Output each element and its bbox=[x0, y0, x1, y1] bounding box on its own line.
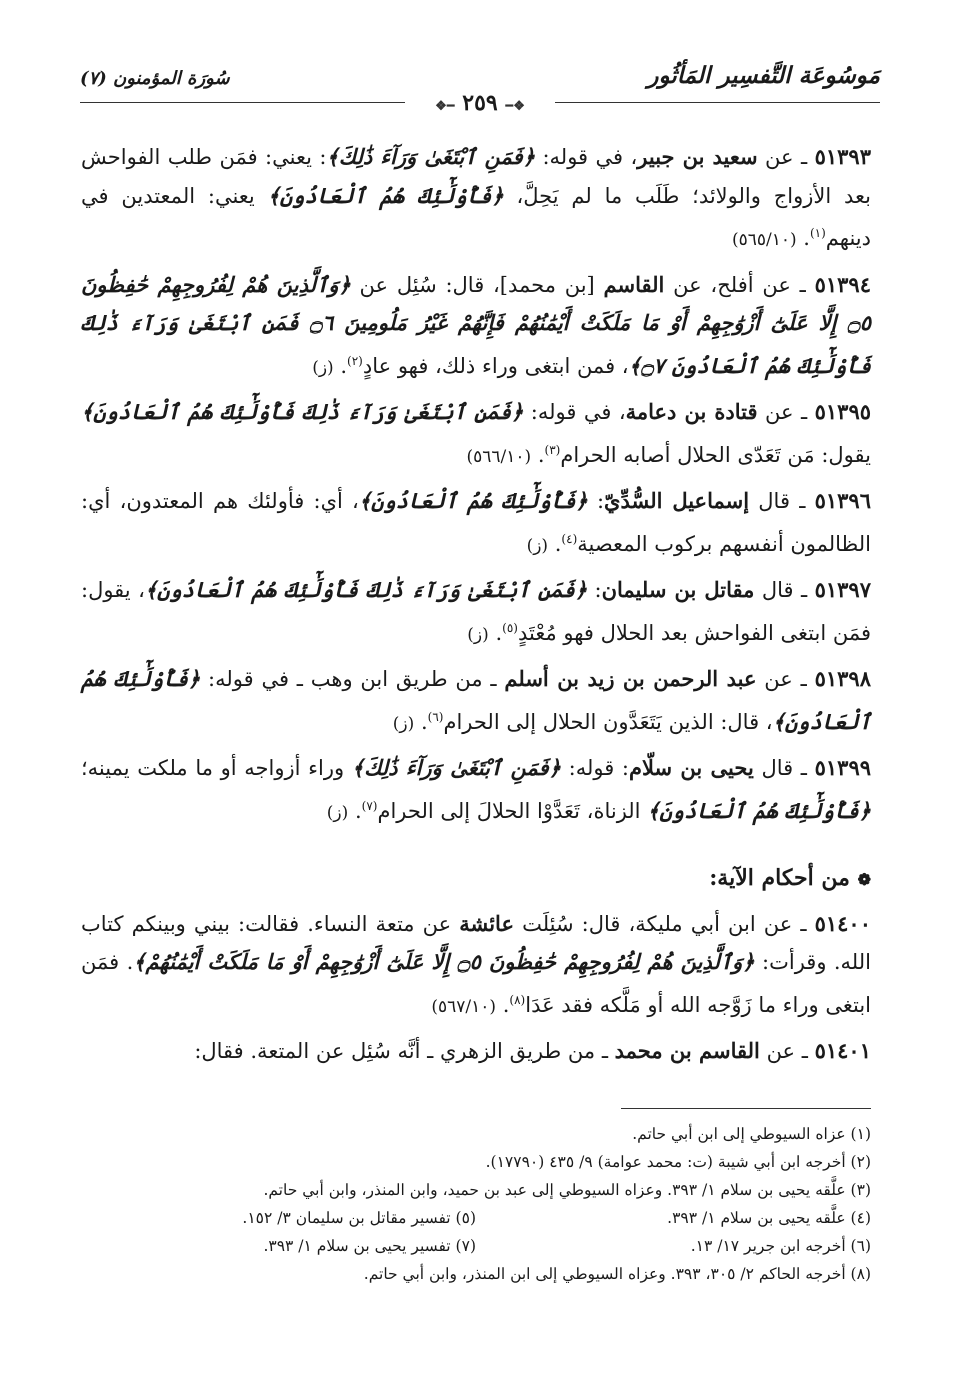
narration-entry bbox=[81, 660, 871, 743]
page-header bbox=[80, 62, 880, 116]
entry-text: : قوله: bbox=[560, 756, 629, 780]
entry-number: ٥١٣٩٦ bbox=[814, 488, 871, 513]
entry-text: وراء أزواجه أو ما ملكت يمينه؛ bbox=[81, 756, 352, 780]
entry-text: ، فمن ابتغى وراء ذلك، فهو عادٍ bbox=[362, 353, 629, 378]
narrator-name: القاسم bbox=[603, 271, 665, 297]
entry-text: الزناة، تَعَدَّوْا الحلالَ إلى الحرام bbox=[377, 798, 648, 823]
quran-verse: ﴿فَمَنِ ٱبْتَغَىٰ وَرَآءَ ذَٰلِكَ﴾ bbox=[351, 755, 561, 780]
narrator-name: سعيد بن جبير bbox=[637, 144, 758, 169]
entry-text: . bbox=[548, 531, 562, 556]
page-number: ٢٥٩ bbox=[462, 90, 498, 116]
narration-entry bbox=[81, 1032, 871, 1071]
footnote-rule bbox=[621, 1108, 871, 1109]
surah-title: سُورَة المؤمنون (٧) bbox=[80, 68, 230, 89]
footnote-ref: (٣) bbox=[544, 442, 561, 457]
narration-entry bbox=[81, 482, 871, 565]
volume-ref: (ز) bbox=[467, 624, 489, 645]
entry-number: ٥١٣٩٩ bbox=[814, 755, 872, 780]
footnote: (٤) علَّقه يحيى بن سلام ١/ ٣٩٣. bbox=[667, 1209, 871, 1227]
footnote-ref: (٥) bbox=[502, 620, 518, 635]
entry-text: : يعني: فمَن طلب الفواحش بعد الأزواج والولائد؛ طَلَب ما لم يَحِلَّ، bbox=[81, 145, 871, 208]
entry-text: ـ قال bbox=[753, 756, 815, 780]
footnote-ref: (٢) bbox=[347, 353, 363, 368]
volume-ref: (ز) bbox=[392, 713, 415, 734]
footnote-ref: (٤) bbox=[561, 531, 578, 546]
flower-icon: ❁ bbox=[857, 870, 871, 889]
quran-verse: ﴿فَأُوْلَٰٓئِكَ هُمُ ٱلْعَادُونَ﴾ bbox=[267, 182, 504, 208]
volume-ref: (ز) bbox=[326, 802, 349, 823]
volume-ref: (٥٦٧/١٠) bbox=[431, 996, 497, 1017]
entry-text: ـ عن ابن أبي مليكة، قال: سُئِلَت bbox=[514, 911, 815, 936]
narrator-name: عبد الرحمن بن زيد بن أسلم bbox=[504, 666, 757, 691]
narration-entry bbox=[81, 138, 871, 260]
quran-verse: ﴿فَأُوْلَٰٓئِكَ هُمُ ٱلْعَادُونَ﴾ bbox=[358, 488, 588, 513]
footnotes bbox=[81, 1120, 871, 1288]
ornament-icon: ━❖ bbox=[435, 99, 455, 114]
entry-text: . فمَن ابتغى وراء ما زَوَّجه الله أو مَلَّكه فقد عَدَا bbox=[81, 950, 871, 1017]
entry-text: . bbox=[414, 709, 428, 734]
section-heading bbox=[81, 860, 871, 899]
footnote: (٧) تفسير يحيى بن سلام ١/ ٣٩٣. bbox=[263, 1237, 476, 1255]
entry-text: [بن محمد]، قال: سُئِل عن bbox=[350, 272, 604, 297]
quran-verse: ﴿فَمَنِ ٱبْتَغَىٰ وَرَآءَ ذَٰلِكَ فَأُوْلَٰٓئِكَ هُمُ ٱلْعَادُونَ﴾ bbox=[81, 399, 524, 424]
entry-text: ، قال: الذين يَتَعَدَّون الحلال إلى الحرام bbox=[443, 709, 773, 734]
volume-ref: (٥٦٦/١٠) bbox=[466, 446, 532, 467]
narrator-name: القاسم بن محمد bbox=[614, 1038, 760, 1063]
entry-text: . bbox=[531, 442, 545, 467]
narration-entry bbox=[81, 571, 871, 654]
main-text bbox=[81, 138, 871, 1077]
quran-verse: ﴿فَأُوْلَٰٓئِكَ هُمُ ٱلْعَادُونَ﴾ bbox=[81, 666, 871, 734]
footnote: (٢) أخرجه ابن أبي شيبة (ت: محمد عوامة) ٩/ ٤٣٥ (١٧٧٩٠). bbox=[485, 1153, 871, 1171]
entry-text: . bbox=[496, 992, 510, 1017]
footnote-ref: (١) bbox=[809, 226, 826, 240]
entry-text: : bbox=[587, 578, 602, 602]
entry-text: يعني: المعتدين في دينهم bbox=[81, 183, 871, 250]
entry-text: ـ من طريق ابن وهب ـ في قوله: bbox=[200, 667, 505, 691]
entry-number: ٥١٣٩٣ bbox=[814, 144, 871, 169]
footnote: (١) عزاه السيوطي إلى ابن أبي حاتم. bbox=[632, 1125, 871, 1143]
narrator-name: مقاتل بن سليمان bbox=[601, 577, 755, 602]
entry-text: . bbox=[796, 226, 810, 250]
narration-entry bbox=[81, 749, 871, 832]
entry-text: ـ عن bbox=[757, 400, 815, 424]
narrator-name: عائشة bbox=[459, 910, 514, 936]
entry-text: ، في قوله: bbox=[535, 145, 638, 169]
entry-number: ٥١٣٩٤ bbox=[814, 271, 871, 297]
volume-ref: (ز) bbox=[312, 357, 334, 378]
footnote: (٦) أخرجه ابن جرير ١٧/ ١٣. bbox=[690, 1237, 871, 1255]
ornament-icon: ❖━ bbox=[505, 99, 525, 114]
footnote-row bbox=[81, 1232, 871, 1260]
narration-entry bbox=[81, 393, 871, 476]
entry-text: ، أي: فأولئك هم المعتدون، أي: الظالمون أنفسهم بركوب المعصية bbox=[81, 489, 871, 556]
footnote: (٣) علَّقه يحيى بن سلام ١/ ٣٩٣. وعزاه السيوطي إلى عبد بن حميد، وابن المنذر، وابن أبي حاتم. bbox=[263, 1181, 871, 1199]
entry-text: ـ عن bbox=[757, 145, 815, 169]
volume-ref: (٥٦٥/١٠) bbox=[731, 230, 797, 250]
entry-text: عن متعة النساء. فقالت: بيني وبينكم كتاب الله. وقرأت: bbox=[81, 911, 871, 974]
entry-text: ، يقول: فمَن ابتغى الفواحش بعد الحلال فهو مُعْتَدٍ bbox=[81, 578, 871, 645]
entries-list bbox=[81, 138, 871, 832]
entry-text: ـ قال bbox=[749, 489, 815, 513]
entry-text: : bbox=[587, 489, 605, 513]
entry-text: ـ قال bbox=[754, 578, 815, 602]
book-title: مَوسُوعَة التَّفسِير المَأثُور bbox=[647, 62, 880, 89]
entry-number: ٥١٣٩٨ bbox=[814, 666, 871, 691]
entries-list-2 bbox=[81, 905, 871, 1071]
entry-number: ٥١٤٠٠ bbox=[814, 910, 871, 936]
quran-verse: ﴿فَمَنِ ٱبْتَغَىٰ وَرَآءَ ذَٰلِكَ فَأُوْلَٰٓئِكَ هُمُ ٱلْعَادُونَ﴾ bbox=[144, 577, 588, 602]
entry-text: ـ عن bbox=[759, 1039, 815, 1063]
footnote-ref: (٨) bbox=[509, 992, 526, 1007]
narrator-name: قتادة بن دعامة bbox=[625, 399, 758, 424]
section-title: من أحكام الآية: bbox=[709, 865, 850, 891]
quran-verse: ﴿وَٱلَّذِينَ هُمْ لِفُرُوجِهِمْ حَٰفِظُونَ ۝٥ إِلَّا عَلَىٰٓ أَزْوَٰجِهِمْ أَوْ مَا مَلَكَتْ أَيْمَٰنُهُمْ فَإِنَّهُمْ غَيْرُ مَلُومِينَ ۝٦ فَمَنِ ٱبْتَغَىٰ وَرَآءَ ذَٰلِكَ فَأُوْلَٰٓئِكَ هُمُ ٱلْعَادُونَ ۝٧﴾ bbox=[81, 271, 871, 378]
quran-verse: ﴿فَمَنِ ٱبْتَغَىٰ وَرَآءَ ذَٰلِكَ﴾ bbox=[326, 144, 536, 169]
entry-text: ـ عن bbox=[756, 667, 815, 691]
entry-text: . bbox=[333, 353, 348, 378]
footnote-ref: (٧) bbox=[361, 798, 378, 813]
entry-text: يقول: مَن تَعَدّى الحلال أصابه الحرام bbox=[560, 442, 871, 467]
entry-text: . bbox=[488, 620, 503, 645]
entry-number: ٥١٣٩٥ bbox=[814, 399, 872, 424]
footnote-ref: (٦) bbox=[427, 709, 444, 724]
entry-text: ، في قوله: bbox=[523, 400, 626, 424]
narrator-name: يحيى بن سلّام bbox=[629, 755, 754, 780]
page-number-box bbox=[405, 90, 555, 116]
narration-entry bbox=[81, 905, 871, 1027]
entry-number: ٥١٣٩٧ bbox=[814, 577, 871, 602]
footnote: (٨) أخرجه الحاكم ٢/ ٣٠٥، ٣٩٣. وعزاه السيوطي إلى ابن المنذر، وابن أبي حاتم. bbox=[363, 1265, 871, 1283]
entry-number: ٥١٤٠١ bbox=[814, 1038, 871, 1063]
entry-text: . bbox=[348, 798, 362, 823]
footnote-row bbox=[81, 1204, 871, 1232]
narrator-name: إسماعيل السُّدِّيّ bbox=[604, 488, 750, 513]
footnote: (٥) تفسير مقاتل بن سليمان ٣/ ١٥٢. bbox=[242, 1209, 476, 1227]
entry-text: ـ عن أفلح، عن bbox=[664, 272, 815, 297]
quran-verse: ﴿فَأُوْلَٰٓئِكَ هُمُ ٱلْعَادُونَ﴾ bbox=[647, 797, 871, 823]
narration-entry bbox=[81, 266, 871, 388]
quran-verse: ﴿وَٱلَّذِينَ هُمْ لِفُرُوجِهِمْ حَٰفِظُونَ ۝٥ إِلَّا عَلَىٰٓ أَزْوَٰجِهِمْ أَوْ مَا مَلَكَتْ أَيْمَٰنُهُمْ﴾ bbox=[133, 949, 755, 974]
entry-text: ـ من طريق الزهري ـ أنَّه سُئِل عن المتعة. فقال: bbox=[194, 1039, 615, 1063]
volume-ref: (ز) bbox=[526, 535, 549, 556]
